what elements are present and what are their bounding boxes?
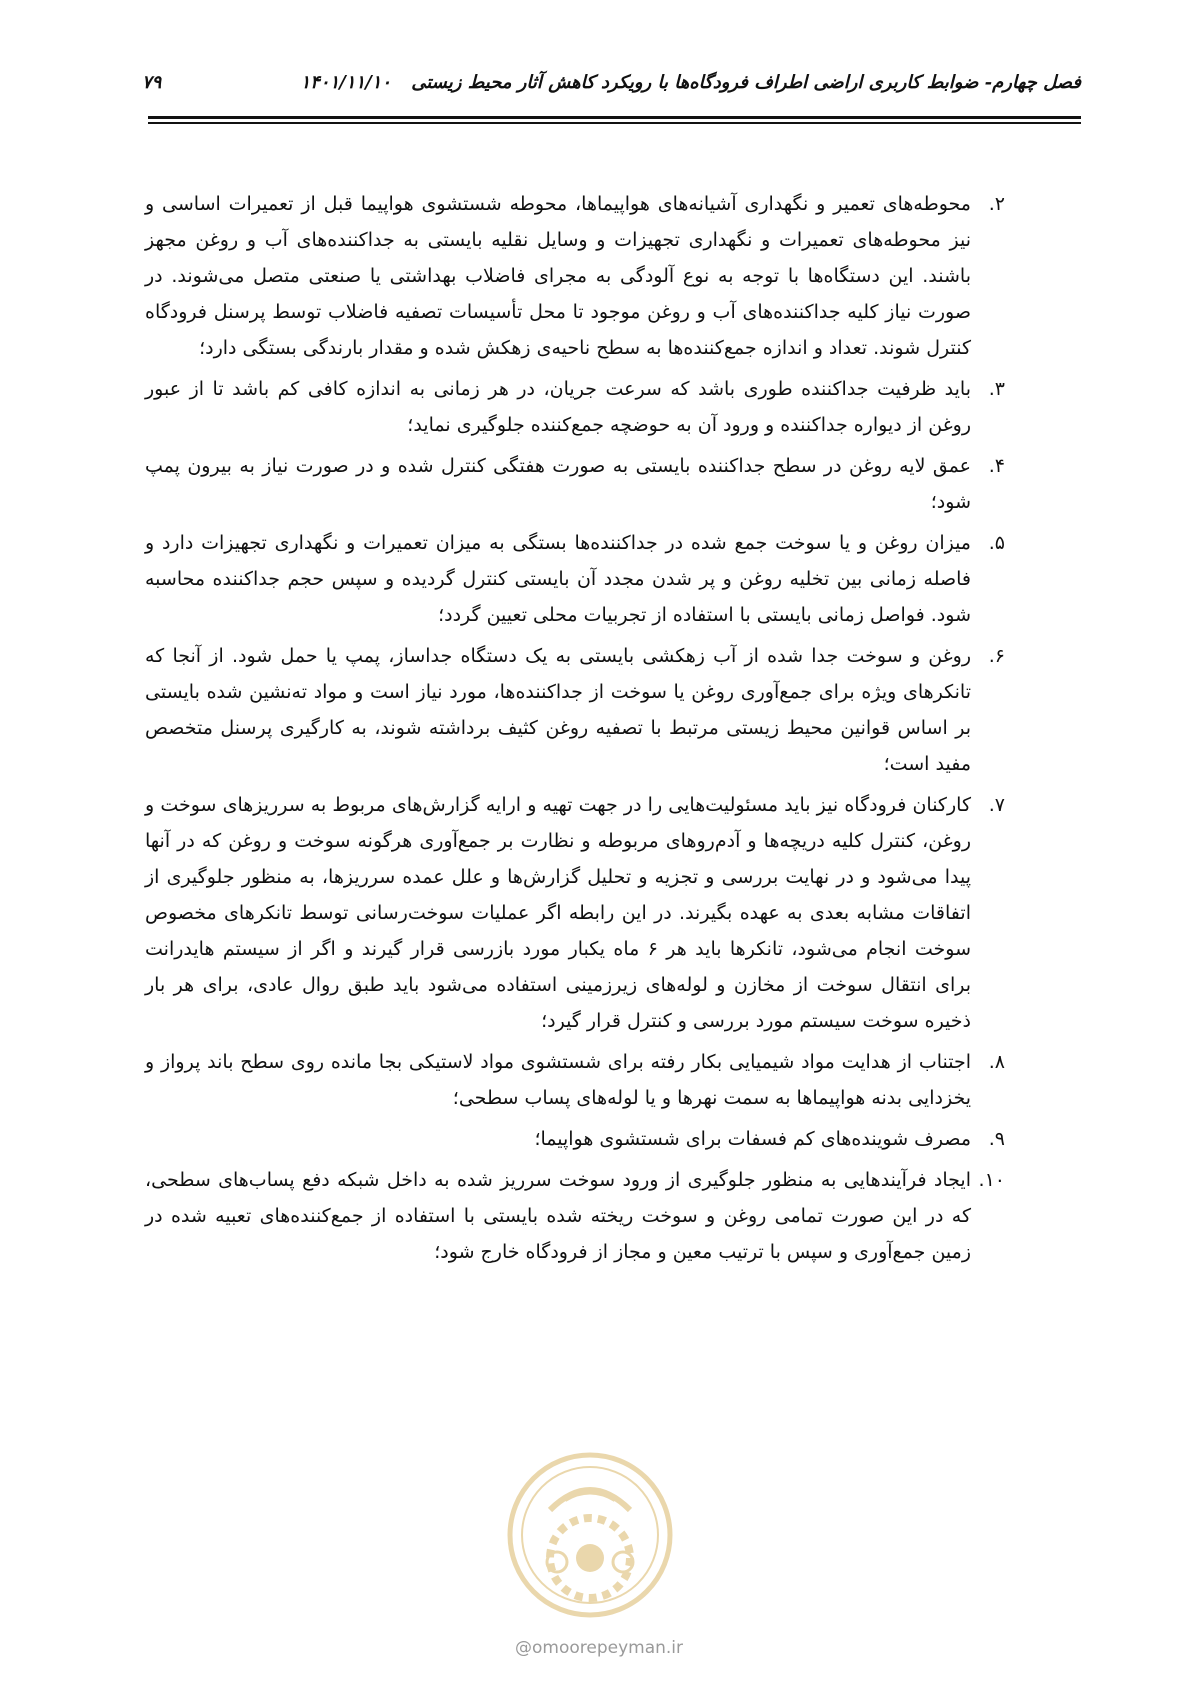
item-text: محوطه‌های تعمیر و نگهداری آشیانه‌های هواپیماها، محوطه شستشوی هواپیما قبل از تعمیرات اساسی و نیز محوطه‌های تعمیرات و نگهداری تجهیزات و وسایل نقلیه بایستی به جداکننده‌های آب و روغن مجهز باشند. این دستگاه‌ها با توجه به نوع آلودگی به مجرای فاضلاب بهداشتی یا صنعتی متصل می‌شوند. در صورت نیاز کلیه جداکننده‌های آب و روغن موجود تا محل تأسیسات تصفیه فاضلاب توسط پرسنل فرودگاه کنترل شوند. تعداد و اندازه جمع‌کننده‌ها به سطح ناحیه‌ی زهکش شده و مقدار بارندگی بستگی دارد؛	[145, 193, 971, 359]
list-item	[145, 1121, 1005, 1157]
list-item	[145, 638, 1005, 782]
item-number: ۶.	[988, 645, 1005, 667]
list-item	[145, 186, 1005, 366]
item-number: ۷.	[988, 794, 1005, 816]
item-text: عمق لایه روغن در سطح جداکننده بایستی به صورت هفتگی کنترل شده و در صورت نیاز به بیرون پمپ شود؛	[145, 455, 971, 513]
item-number: ۵.	[988, 532, 1005, 554]
item-text: مصرف شوینده‌های کم فسفات برای شستشوی هواپیما؛	[534, 1128, 971, 1150]
list-item	[145, 448, 1005, 520]
list-item	[145, 1044, 1005, 1116]
item-text: میزان روغن و یا سوخت جمع شده در جداکننده‌ها بستگی به میزان تعمیرات و نگهداری تجهیزات دارد و فاصله زمانی بین تخلیه روغن و پر شدن مجدد آن بایستی کنترل گردیده و سپس حجم جداکننده محاسبه شود. فواصل زمانی بایستی با استفاده از تجربیات محلی تعیین گردد؛	[145, 532, 971, 626]
header-rule-thin	[148, 122, 1081, 124]
item-number: ۹.	[988, 1128, 1005, 1150]
page-number: ۷۹	[142, 72, 162, 93]
item-text: ایجاد فرآیندهایی به منظور جلوگیری از ورود سوخت سرریز شده به داخل شبکه دفع پساب‌های سطحی، که در این صورت تمامی روغن و سوخت ریخته شده بایستی با استفاده از جمع‌کننده‌های تعبیه شده در زمین جمع‌آوری و سپس با ترتیب معین و مجاز از فرودگاه خارج شود؛	[145, 1169, 971, 1263]
item-number: ۳.	[988, 378, 1005, 400]
item-number: ۸.	[988, 1051, 1005, 1073]
document-body	[145, 186, 1005, 1275]
list-item	[145, 525, 1005, 633]
watermark-url: @omoorepeyman.ir	[515, 1638, 684, 1658]
item-text: کارکنان فرودگاه نیز باید مسئولیت‌هایی را در جهت تهیه و ارایه گزارش‌های مربوط به سرریزهای سوخت و روغن، کنترل کلیه دریچه‌ها و آدم‌روهای مربوطه و نظارت بر جمع‌آوری هرگونه سوخت و روغن که در آنها پیدا می‌شود و در نهایت بررسی و تجزیه و تحلیل گزارش‌ها و علل عمده سرریزها، به منظور جلوگیری از اتفاقات مشابه بعدی به عهده بگیرند. در این رابطه اگر عملیات سوخت‌رسانی توسط تانکرهای مخصوص سوخت انجام می‌شود، تانکرها باید هر ۶ ماه یکبار مورد بازرسی قرار گیرند و اگر از سیستم هایدرانت برای انتقال سوخت از مخازن و لوله‌های زیرزمینی استفاده می‌شود باید طبق روال عادی، برای هر بار ذخیره سوخت سیستم مورد بررسی و کنترل قرار گیرد؛	[145, 794, 972, 1032]
watermark-seal-icon	[505, 1450, 675, 1620]
item-text: اجتناب از هدایت مواد شیمیایی بکار رفته برای شستشوی مواد لاستیکی بجا مانده روی سطح باند پرواز و یخزدایی بدنه هواپیماها به سمت نهرها و یا لوله‌های پساب سطحی؛	[145, 1051, 971, 1109]
chapter-title: فصل چهارم- ضوابط کاربری اراضی اطراف فرودگاه‌ها با رویکرد کاهش آثار محیط زیستی	[411, 72, 1081, 93]
page-header	[142, 62, 1081, 102]
item-text: باید ظرفیت جداکننده طوری باشد که سرعت جریان، در هر زمانی به اندازه کافی کم باشد تا از عبور روغن از دیواره جداکننده و ورود آن به حوضچه جمع‌کننده جلوگیری نماید؛	[145, 378, 971, 436]
list-item	[145, 371, 1005, 443]
item-number: ۱۰.	[978, 1169, 1005, 1191]
list-item	[145, 1162, 1005, 1270]
header-date: ۱۴۰۱/۱۱/۱۰	[300, 72, 391, 93]
item-number: ۴.	[988, 455, 1005, 477]
list-item	[145, 787, 1005, 1039]
item-number: ۲.	[988, 193, 1005, 215]
item-text: روغن و سوخت جدا شده از آب زهکشی بایستی به یک دستگاه جداساز، پمپ یا حمل شود. از آنجا که تانکرهای ویژه برای جمع‌آوری روغن یا سوخت از جداکننده‌ها، مورد نیاز است و مواد ته‌نشین شده بایستی بر اساس قوانین محیط زیستی مرتبط با تصفیه روغن کثیف برداشته شوند، به کارگیری پرسنل متخصص مفید است؛	[145, 645, 971, 775]
header-rule-thick	[148, 116, 1081, 119]
